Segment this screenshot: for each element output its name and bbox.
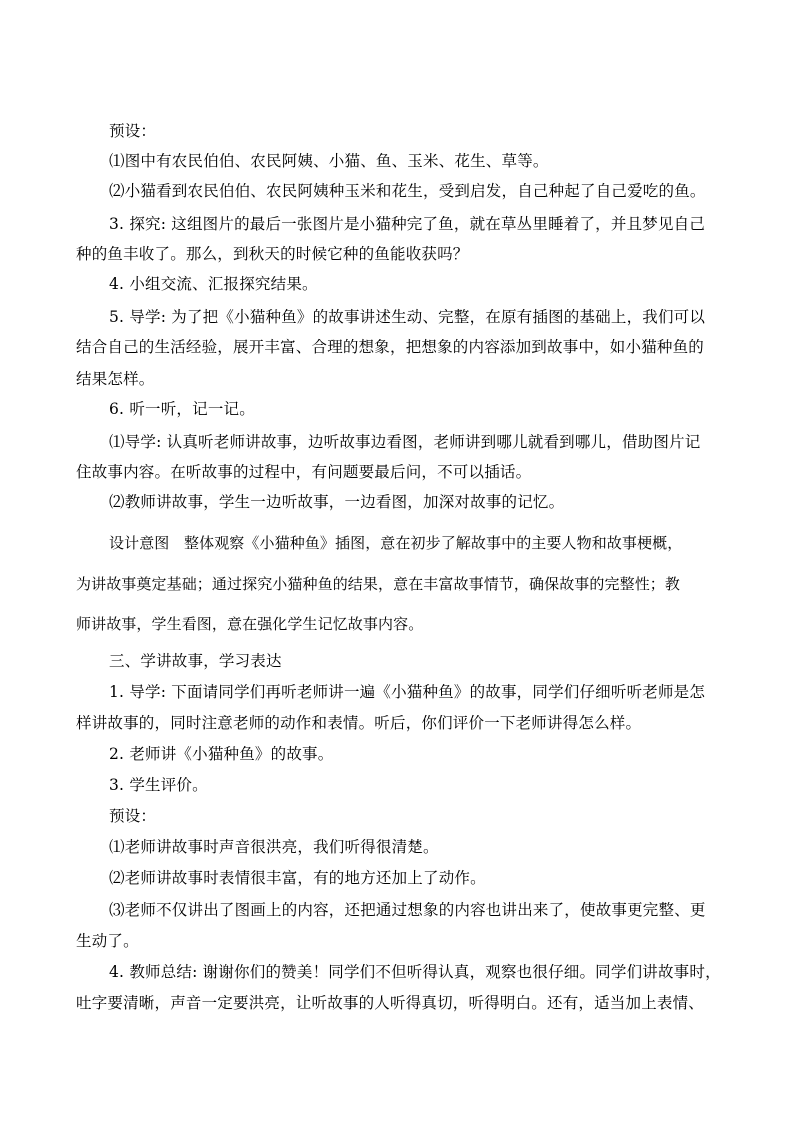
paragraph-line: 种的鱼丰收了。那么，到秋天的时候它种的鱼能收获吗？ — [76, 245, 469, 263]
paragraph-line: 6. 听一听，记一记。 — [109, 400, 255, 418]
design-intent-line: 为讲故事奠定基础；通过探究小猫种鱼的结果，意在丰富故事情节，确保故事的完整性；教 — [76, 575, 681, 593]
design-intent-line: 设计意图 整体观察《小猫种鱼》插图，意在初步了解故事中的主要人物和故事梗概， — [109, 534, 683, 552]
paragraph-line: 结合自己的生活经验，展开丰富、合理的想象，把想象的内容添加到故事中，如小猫种鱼的 — [76, 338, 705, 356]
paragraph-line: ⑵教师讲故事，学生一边听故事，一边看图，加深对故事的记忆。 — [109, 493, 565, 511]
paragraph-line: 住故事内容。在听故事的过程中，有问题要最后问，不可以插话。 — [76, 463, 532, 481]
paragraph-line: ⑴老师讲故事时声音很洪亮，我们听得很清楚。 — [109, 838, 439, 856]
section-heading: 三、学讲故事，学习表达 — [109, 652, 282, 670]
paragraph-line: 预设： — [109, 122, 157, 140]
paragraph-line: 样讲故事的，同时注意老师的动作和表情。听后，你们评价一下老师讲得怎么样。 — [76, 714, 642, 732]
paragraph-line: 4. 小组交流、汇报探究结果。 — [109, 275, 318, 293]
paragraph-line: 2. 老师讲《小猫种鱼》的故事。 — [109, 745, 334, 763]
paragraph-line: ⑶老师不仅讲出了图画上的内容，还把通过想象的内容也讲出来了，使故事更完整、更 — [109, 901, 706, 919]
design-intent-line: 师讲故事，学生看图，意在强化学生记忆故事内容。 — [76, 615, 424, 633]
paragraph-line: 生动了。 — [76, 932, 139, 950]
paragraph-line: ⑴图中有农民伯伯、农民阿姨、小猫、鱼、玉米、花生、草等。 — [109, 152, 549, 170]
paragraph-line: ⑵小猫看到农民伯伯、农民阿姨种玉米和花生，受到启发，自己种起了自己爱吃的鱼。 — [109, 182, 706, 200]
paragraph-line: ⑵老师讲故事时表情很丰富，有的地方还加上了动作。 — [109, 869, 486, 887]
paragraph-line: 1. 导学: 下面请同学们再听老师讲一遍《小猫种鱼》的故事，同学们仔细听听老师是怎 — [109, 683, 706, 701]
paragraph-line: 5. 导学: 为了把《小猫种鱼》的故事讲述生动、完整，在原有插图的基础上，我们可以 — [109, 308, 706, 326]
paragraph-line: ⑴导学: 认真听老师讲故事，边听故事边看图，老师讲到哪儿就看到哪儿，借助图片记 — [109, 433, 701, 451]
paragraph-line: 3. 探究: 这组图片的最后一张图片是小猫种完了鱼，就在草丛里睡着了，并且梦见自己 — [109, 215, 706, 233]
paragraph-line: 4. 教师总结: 谢谢你们的赞美！同学们不但听得认真，观察也很仔细。同学们讲故事时， — [109, 963, 721, 981]
paragraph-line: 吐字要清晰，声音一定要洪亮，让听故事的人听得真切，听得明白。还有，适当加上表情、 — [76, 994, 705, 1012]
paragraph-line: 3. 学生评价。 — [109, 776, 208, 794]
paragraph-line: 结果怎样。 — [76, 370, 155, 388]
paragraph-line: 预设： — [109, 807, 157, 825]
